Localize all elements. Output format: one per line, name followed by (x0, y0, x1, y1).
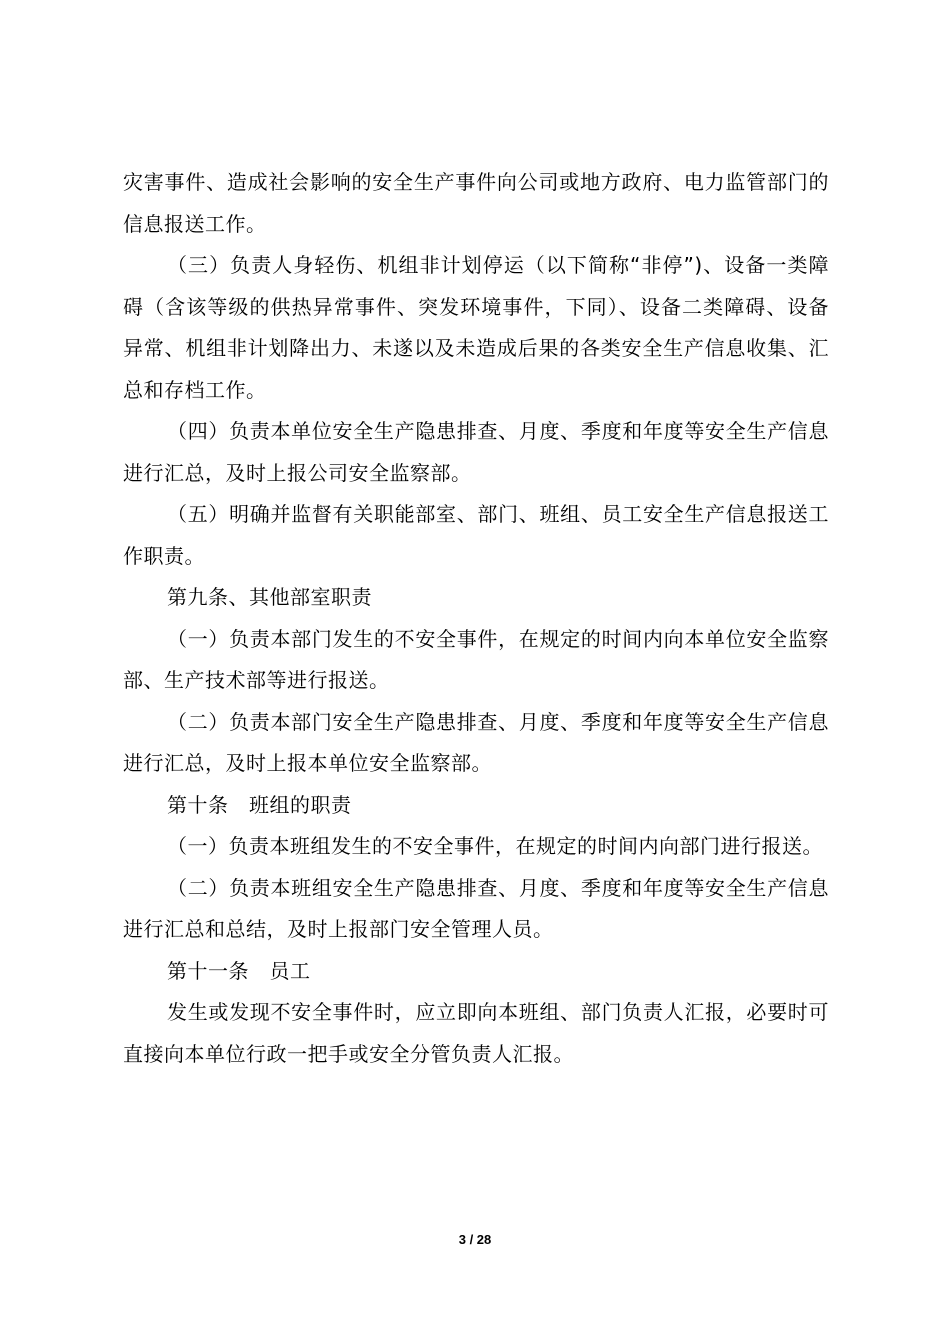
article-9-heading: 第九条、其他部室职责 (167, 585, 372, 609)
paragraph-item-3: （三）负责人身轻伤、机组非计划停运（以下简称“非停”)、设备一类障碍（含该等级的供热异常事件、突发环境事件，下同）、设备二类障碍、设备异常、机组非计划降出力、未遂以及未造成后果的各类安全生产信息收集、汇总和存档工作。 (123, 253, 829, 402)
paragraph-item-4: （四）负责本单位安全生产隐患排查、月度、季度和年度等安全生产信息进行汇总，及时上报公司安全监察部。 (123, 419, 829, 485)
paragraph-article-9-item-2: （二）负责本部门安全生产隐患排查、月度、季度和年度等安全生产信息进行汇总，及时上报本单位安全监察部。 (123, 709, 829, 775)
paragraph-continued: 灾害事件、造成社会影响的安全生产事件向公司或地方政府、电力监管部门的信息报送工作。 (123, 170, 829, 236)
document-body (123, 162, 829, 1075)
article-11-heading: 第十一条 员工 (167, 958, 311, 983)
paragraph-article-11-body: 发生或发现不安全事件时，应立即向本班组、部门负责人汇报，必要时可直接向本单位行政一把手或安全分管负责人汇报。 (123, 1000, 829, 1066)
paragraph-article-10-item-1: （一）负责本班组发生的不安全事件，在规定的时间内向部门进行报送。 (167, 834, 823, 858)
page-number: 3 / 28 (458, 1232, 492, 1247)
article-10-heading: 第十条 班组的职责 (167, 792, 352, 817)
paragraph-article-10-item-2: （二）负责本班组安全生产隐患排查、月度、季度和年度等安全生产信息进行汇总和总结，及时上报部门安全管理人员。 (123, 875, 829, 941)
paragraph-item-5: （五）明确并监督有关职能部室、部门、班组、员工安全生产信息报送工作职责。 (123, 502, 829, 568)
paragraph-article-9-item-1: （一）负责本部门发生的不安全事件，在规定的时间内向本单位安全监察部、生产技术部等进行报送。 (123, 626, 829, 692)
